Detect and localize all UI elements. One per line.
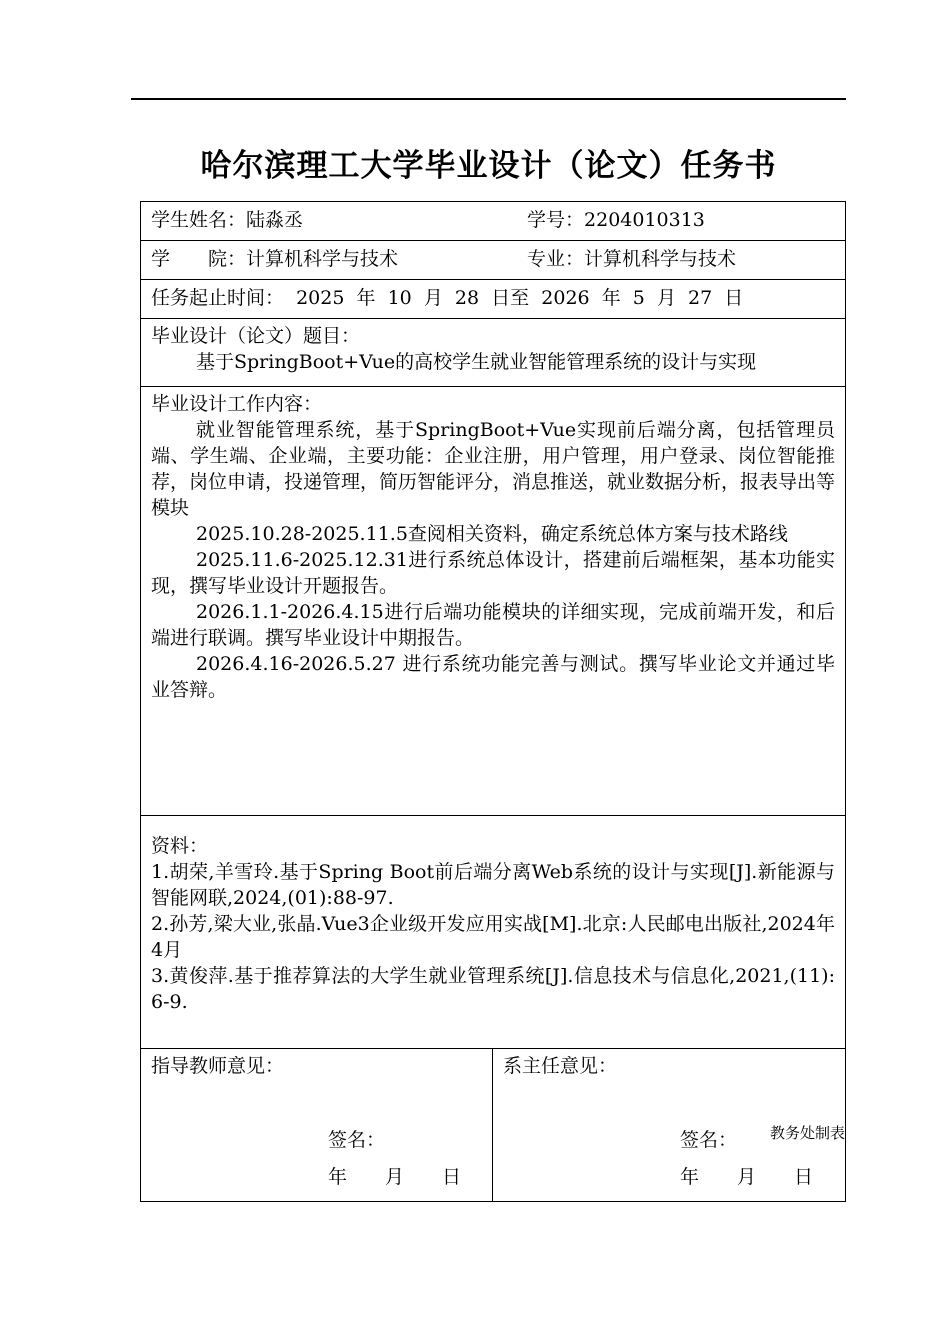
advisor-label: 指导教师意见： [151, 1055, 285, 1077]
footer-note: 教务处制表 [769, 1124, 845, 1142]
college-value: 计算机科学与技术 [246, 248, 399, 270]
content-label: 毕业设计工作内容： [151, 393, 323, 415]
student-id: 2204010313 [584, 209, 705, 231]
period-text: 任务起止时间： 2025 年 10 月 28 日至 2026 年 5 月 27 日 [151, 287, 744, 309]
content-paragraph: 2026.4.16-2026.5.27 进行系统功能完善与测试。撰写毕业论文并通过毕业答辩。 [151, 653, 835, 701]
student-id-label: 学号： [527, 209, 585, 231]
content-paragraph: 2026.1.1-2026.4.15进行后端功能模块的详细实现，完成前端开发，和后端进行联调。撰写毕业设计中期报告。 [151, 601, 835, 649]
student-name-label: 学生姓名： [151, 209, 247, 231]
college-label: 学 院： [151, 248, 247, 270]
major-value: 计算机科学与技术 [584, 248, 737, 270]
period-row [141, 280, 845, 319]
advisor-sign-label: 签名： [328, 1129, 386, 1151]
header-rule [131, 98, 846, 100]
content-row [141, 391, 845, 816]
references-label: 资料： [151, 835, 209, 857]
director-date-label: 年 月 日 [680, 1166, 814, 1188]
topic-row [141, 323, 845, 387]
student-name-field [151, 207, 303, 233]
advisor-date-label: 年 月 日 [328, 1166, 462, 1188]
student-name: 陆淼丞 [246, 209, 304, 231]
topic-value: 基于SpringBoot+Vue的高校学生就业智能管理系统的设计与实现 [196, 351, 757, 373]
reference-item: 3.黄俊萍.基于推荐算法的大学生就业管理系统[J].信息技术与信息化,2021,(11): 6-9. [151, 965, 835, 1013]
college-field [151, 246, 398, 272]
major-label: 专业： [527, 248, 585, 270]
content-paragraph: 2025.10.28-2025.11.5查阅相关资料，确定系统总体方案与技术路线 [196, 523, 788, 545]
advisor-opinion [141, 1049, 493, 1201]
content-paragraph: 2025.11.6-2025.12.31进行系统总体设计，搭建前后端框架，基本功能实现，撰写毕业设计开题报告。 [151, 549, 835, 597]
student-id-field [527, 207, 705, 233]
college-row [141, 241, 845, 280]
document-title: 哈尔滨理工大学毕业设计（论文）任务书 [200, 148, 777, 184]
student-row [141, 202, 845, 241]
opinions-row [141, 1049, 845, 1201]
reference-item: 2.孙芳,梁大业,张晶.Vue3企业级开发应用实战[M].北京:人民邮电出版社,2024年4月 [151, 913, 835, 961]
task-form [140, 201, 846, 1202]
director-label: 系主任意见： [503, 1055, 618, 1077]
director-sign-label: 签名： [680, 1129, 738, 1151]
major-field [527, 246, 736, 272]
references-row [141, 833, 845, 1049]
content-paragraph: 就业智能管理系统，基于SpringBoot+Vue实现前后端分离，包括管理员端、学生端、企业端，主要功能：企业注册，用户管理，用户登录、岗位智能推荐，岗位申请，投递管理，简历智能评分，消息推送，就业数据分析，报表导出等模块 [151, 419, 836, 519]
topic-label: 毕业设计（论文）题目： [151, 325, 361, 347]
reference-item: 1.胡荣,羊雪玲.基于Spring Boot前后端分离Web系统的设计与实现[J].新能源与智能网联,2024,(01):88-97. [151, 861, 835, 909]
